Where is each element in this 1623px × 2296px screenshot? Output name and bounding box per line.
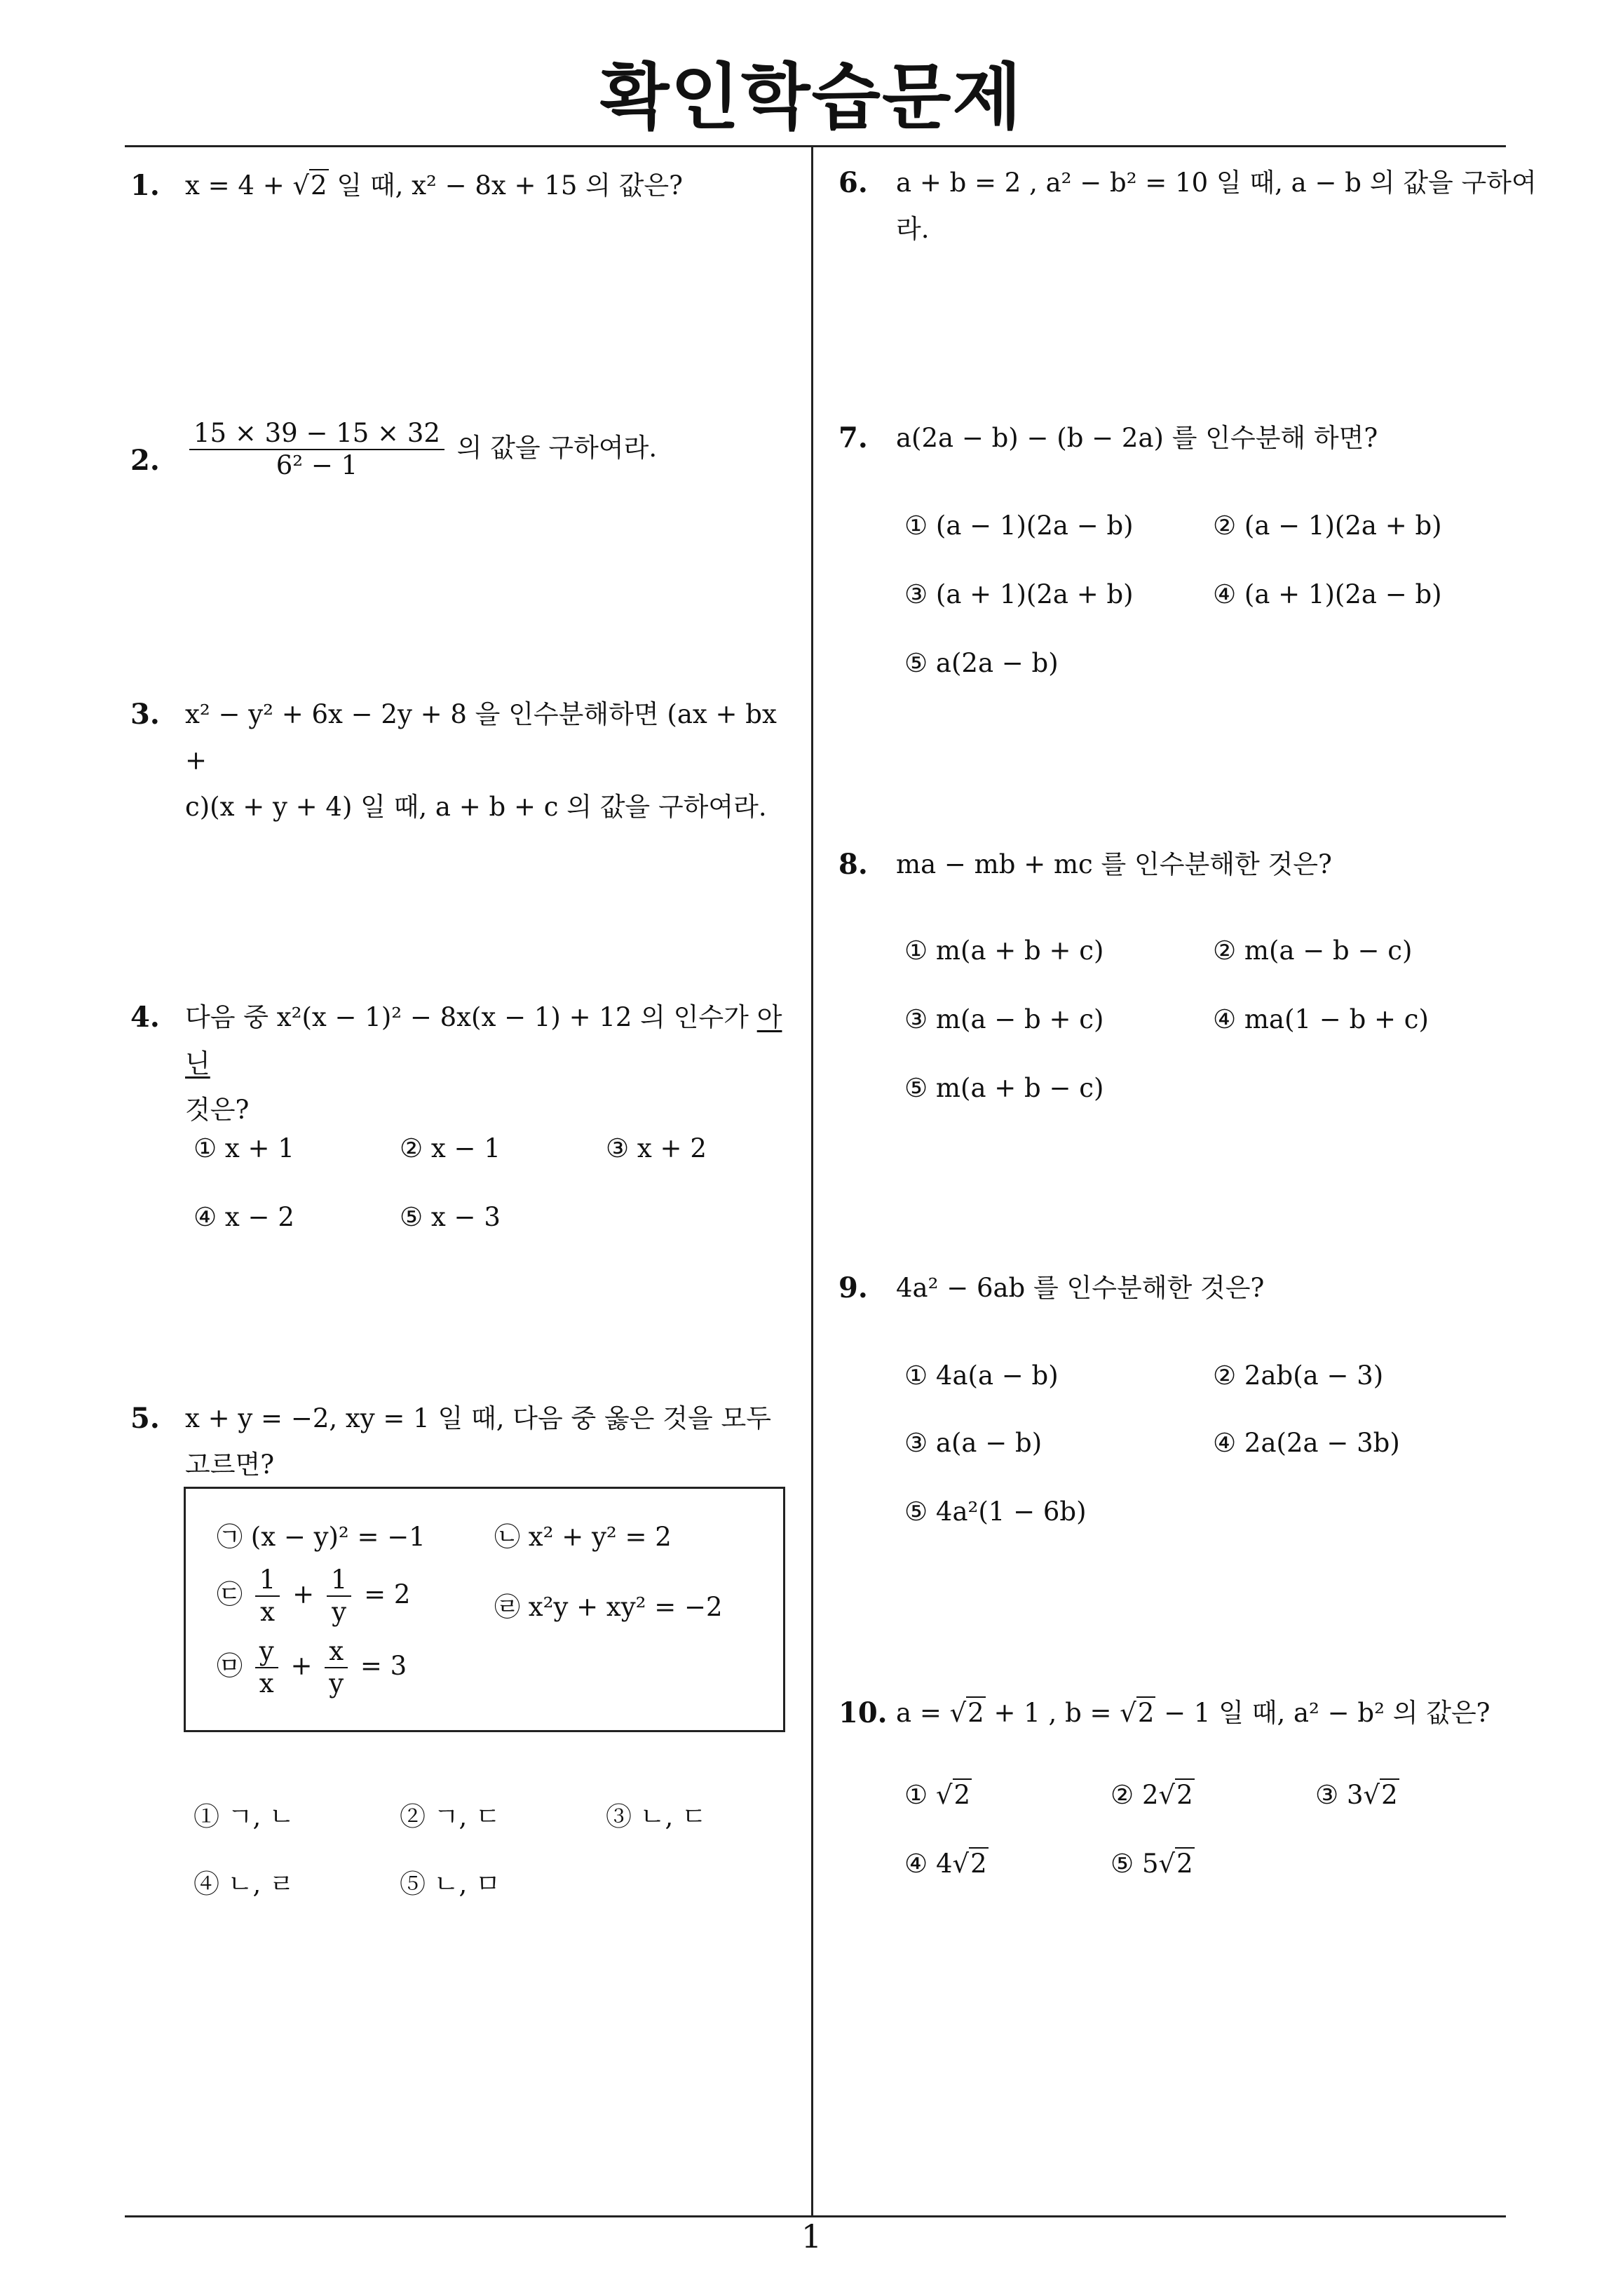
option-coefficient: 5 (1141, 1849, 1159, 1879)
question-6 (838, 160, 1547, 252)
question-stem-line: x² − y² + 6x − 2y + 8 을 인수분해하면 (ax + bx + (185, 699, 777, 776)
option-mark: ⑤ (1111, 1849, 1134, 1879)
answer-option[interactable]: ① √2 (904, 1780, 971, 1810)
sqrt-radicand: 2 (967, 1698, 984, 1728)
statement-d (217, 1565, 410, 1628)
fraction-numerator: 1 (255, 1565, 280, 1597)
answer-option[interactable]: ③ m(a − b + c) (904, 1004, 1104, 1034)
question-stem: a + b = 2 , a² − b² = 10 일 때, a − b 의 값을 구하여라. (896, 168, 1537, 244)
question-stem: − 1 일 때, a² − b² 의 값은? (1155, 1698, 1490, 1728)
question-3 (130, 691, 803, 830)
answer-option[interactable]: ① (a − 1)(2a − b) (904, 511, 1134, 541)
question-number: 6. (838, 166, 868, 199)
question-8 (838, 842, 1547, 888)
answer-option[interactable]: ③ 3√2 (1315, 1780, 1398, 1810)
answer-option[interactable]: ② (a − 1)(2a + b) (1213, 511, 1442, 541)
fraction-numerator: 15 × 39 − 15 × 32 (189, 418, 444, 450)
answer-option[interactable]: ⑤ ㄴ, ㅁ (400, 1869, 501, 1899)
statement-r (494, 1586, 723, 1623)
question-2 (130, 418, 803, 482)
question-stem: 일 때, x² − 8x + 15 의 값은? (328, 170, 683, 201)
question-stem-line: 것은? (185, 1095, 250, 1125)
fraction (255, 1565, 280, 1628)
answer-option[interactable]: ② ㄱ, ㄷ (400, 1802, 501, 1832)
question-10: 10. a = √2 + 1 , b = √2 − 1 일 때, a² − b² 의 값은? (838, 1690, 1547, 1736)
statement-box (184, 1487, 785, 1732)
fraction-denominator: y (332, 1597, 347, 1628)
answer-option[interactable]: ④ 4√2 (904, 1849, 987, 1879)
question-1: 1. x = 4 + √2 일 때, x² − 8x + 15 의 값은? (130, 163, 803, 209)
sqrt-radicand: 2 (953, 1780, 971, 1810)
fraction-denominator: y (329, 1668, 344, 1699)
answer-option[interactable]: ① 4a(a − b) (904, 1360, 1059, 1391)
question-stem: x = 4 + (185, 170, 293, 201)
statement-rhs: = 2 (364, 1579, 411, 1609)
answer-option[interactable]: ③ a(a − b) (904, 1428, 1043, 1458)
question-9 (838, 1265, 1547, 1311)
question-number: 5. (130, 1402, 160, 1435)
statement-mark: ㉡ (494, 1522, 520, 1552)
sqrt-radicand: 2 (1381, 1780, 1398, 1810)
answer-option[interactable]: ⑤ 5√2 (1111, 1849, 1193, 1879)
question-number: 10. (838, 1696, 888, 1729)
question-stem: 의 값을 구하여라. (456, 432, 658, 463)
option-mark: ③ (1315, 1780, 1339, 1810)
top-rule (125, 145, 1506, 147)
answer-option[interactable]: ② m(a − b − c) (1213, 936, 1413, 966)
question-stem: + 1 , b = (985, 1698, 1120, 1728)
option-coefficient: 2 (1141, 1780, 1159, 1810)
option-coefficient: 3 (1346, 1780, 1364, 1810)
statement-expr: x²y + xy² = −2 (528, 1592, 723, 1622)
fraction-denominator: x (260, 1597, 275, 1628)
statement-expr: x² + y² = 2 (528, 1522, 672, 1552)
question-number: 9. (838, 1271, 868, 1304)
fraction-denominator: x (259, 1668, 274, 1699)
statement-m (217, 1636, 407, 1700)
fraction-numerator: x (325, 1636, 348, 1668)
answer-option[interactable]: ④ ma(1 − b + c) (1213, 1004, 1429, 1034)
answer-option[interactable]: ④ (a + 1)(2a − b) (1213, 579, 1442, 609)
answer-option[interactable]: ③ ㄴ, ㄷ (606, 1802, 707, 1832)
question-stem-line: 다음 중 x²(x − 1)² − 8x(x − 1) + 12 의 인수가 (185, 1002, 757, 1032)
answer-option[interactable]: ② x − 1 (400, 1133, 501, 1163)
fraction (325, 1636, 348, 1700)
sqrt-radicand: 2 (1176, 1849, 1193, 1879)
question-7 (838, 415, 1547, 461)
question-stem-line: c)(x + y + 4) 일 때, a + b + c 의 값을 구하여라. (185, 792, 767, 822)
question-number: 4. (130, 1001, 160, 1034)
plus-sign: + (290, 1650, 313, 1681)
statement-mark: ㉠ (217, 1522, 243, 1552)
answer-option[interactable]: ④ 2a(2a − 3b) (1213, 1428, 1400, 1458)
answer-option[interactable]: ⑤ a(2a − b) (904, 648, 1059, 678)
question-number: 3. (130, 698, 160, 731)
fraction (255, 1636, 278, 1700)
answer-option[interactable]: ③ x + 2 (606, 1133, 707, 1163)
statement-rhs: = 3 (360, 1650, 407, 1681)
question-number: 2. (130, 444, 160, 477)
option-mark: ④ (904, 1849, 928, 1879)
statement-g (217, 1515, 426, 1553)
statement-mark: ㉤ (217, 1650, 243, 1681)
question-stem: ma − mb + mc 를 인수분해한 것은? (896, 849, 1332, 879)
answer-option[interactable]: ② 2ab(a − 3) (1213, 1360, 1384, 1391)
option-coefficient: 4 (935, 1849, 953, 1879)
answer-option[interactable]: ① m(a + b + c) (904, 936, 1104, 966)
fraction (327, 1565, 352, 1628)
question-stem-line: x + y = −2, xy = 1 일 때, 다음 중 옳은 것을 모두 (185, 1403, 771, 1433)
answer-option[interactable]: ⑤ m(a + b − c) (904, 1073, 1104, 1103)
page-number: 1 (801, 2217, 822, 2255)
question-number: 1. (130, 169, 160, 202)
answer-option[interactable]: ② 2√2 (1111, 1780, 1193, 1810)
question-stem: a(2a − b) − (b − 2a) 를 인수분해 하면? (896, 423, 1378, 453)
answer-option[interactable]: ④ x − 2 (193, 1202, 294, 1232)
answer-option[interactable]: ③ (a + 1)(2a + b) (904, 579, 1134, 609)
sqrt-radicand: 2 (1137, 1698, 1155, 1728)
question-5 (130, 1396, 803, 1488)
fraction (189, 418, 444, 482)
page-title: 확인학습문제 (599, 56, 1024, 140)
answer-option[interactable]: ⑤ 4a²(1 − 6b) (904, 1497, 1087, 1527)
statement-expr: (x − y)² = −1 (250, 1522, 426, 1552)
question-stem: 4a² − 6ab 를 인수분해한 것은? (896, 1273, 1265, 1303)
statement-mark: ㉢ (217, 1579, 243, 1609)
plus-sign: + (292, 1579, 315, 1609)
option-mark: ① (904, 1780, 928, 1810)
statement-mark: ㉣ (494, 1592, 520, 1622)
fraction-denominator: 6² − 1 (276, 450, 358, 481)
answer-option[interactable]: ① ㄱ, ㄴ (193, 1802, 294, 1832)
answer-option[interactable]: ④ ㄴ, ㄹ (193, 1869, 294, 1899)
underlined-word: 아닌 (185, 1002, 782, 1079)
column-divider (811, 145, 813, 2217)
statement-n (494, 1515, 672, 1553)
sqrt-radicand: 2 (311, 170, 327, 201)
option-mark: ② (1111, 1780, 1134, 1810)
question-number: 7. (838, 421, 868, 454)
fraction-numerator: 1 (327, 1565, 352, 1597)
fraction-numerator: y (255, 1636, 278, 1668)
question-stem: a = (896, 1698, 950, 1728)
question-4 (130, 994, 803, 1133)
question-stem-line: 고르면? (185, 1450, 275, 1480)
answer-option[interactable]: ① x + 1 (193, 1133, 294, 1163)
answer-option[interactable]: ⑤ x − 3 (400, 1202, 501, 1232)
question-number: 8. (838, 848, 868, 881)
sqrt-radicand: 2 (970, 1849, 987, 1879)
sqrt-radicand: 2 (1176, 1780, 1193, 1810)
